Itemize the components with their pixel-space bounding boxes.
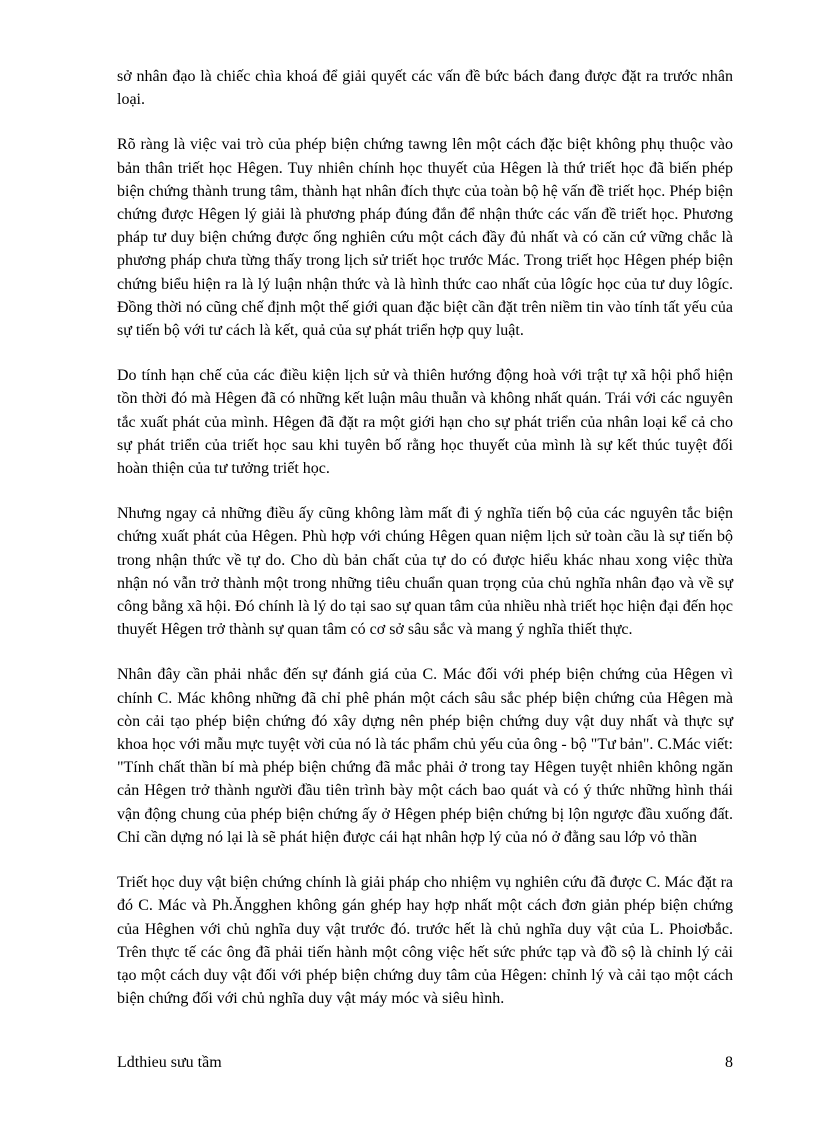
body-text	[117, 55, 733, 1032]
page-number: 8	[725, 1054, 733, 1071]
footer-credit: Ldthieu sưu tầm	[117, 1054, 222, 1071]
paragraph: Triết học duy vật biện chứng chính là giải pháp cho nhiệm vụ nghiên cứu đã được C. Mác đặt ra đó C. Mác và Ph.Ăngghen không gán ghép hay hợp nhất một cách đơn giản phép biện chứng của Hêghen với chủ nghĩa duy vật trước đó. trước hết là chủ nghĩa duy vật của L. Phoiơbắc. Trên thực tế các ông đã phải tiến hành một công việc hết sức phức tạp và đồ sộ là chỉnh lý cải tạo một cách duy vật đối với phép biện chứng duy tâm của Hêgen: chỉnh lý và cải tạo một cách biện chứng đối với chủ nghĩa duy vật máy móc và siêu hình.	[117, 874, 733, 1008]
page-footer	[117, 1054, 733, 1072]
paragraph: sở nhân đạo là chiếc chìa khoá để giải quyết các vấn đề bức bách đang được đặt ra trước nhân loại.	[117, 68, 733, 109]
paragraph: Rõ ràng là việc vai trò của phép biện chứng tawng lên một cách đặc biệt không phụ thuộc vào bản thân triết học Hêgen. Tuy nhiên chính học thuyết của Hêgen là thứ triết học đã biến phép biện chứng thành trung tâm, thành hạt nhân đích thực của toàn bộ hệ vấn đề triết học. Phép biện chứng được Hêgen lý giải là phương pháp đúng đắn để nhận thức các vấn đề triết học. Phương pháp tư duy biện chứng được ống nghiên cứu một cách đầy đủ nhất và có căn cứ vững chắc là phương pháp chưa từng thấy trong lịch sử triết học trước Mác. Trong triết học Hêgen phép biện chứng biểu hiện ra là lý luận nhận thức và là hình thức cao nhất của lôgíc học của tư duy lôgíc. Đồng thời nó cũng chế định một thế giới quan đặc biệt cần đặt trên niềm tin vào tính tất yếu của sự tiến bộ với tư cách là kết, quả của sự phát triển hợp quy luật.	[117, 136, 733, 340]
paragraph: Nhưng ngay cả những điều ấy cũng không làm mất đi ý nghĩa tiến bộ của các nguyên tắc biện chứng xuất phát của Hêgen. Phù hợp với chúng Hêgen quan niệm lịch sử toàn cầu là sự tiến bộ trong nhận thức về tự do. Cho dù bản chất của tự do có được hiểu khác nhau xong việc thừa nhận nó vẫn trở thành một trong những tiêu chuẩn quan trọng của chủ nghĩa nhân đạo và về sự công bằng xã hội. Đó chính là lý do tại sao sự quan tâm của nhiều nhà triết học hiện đại đến học thuyết Hêgen trở thành sự quan tâm có cơ sở sâu sắc và mang ý nghĩa thiết thực.	[117, 505, 733, 639]
paragraph: Do tính hạn chế của các điều kiện lịch sử và thiên hướng động hoà với trật tự xã hội phổ hiện tồn thời đó mà Hêgen đã có những kết luận mâu thuẫn và không nhất quán. Trái với các nguyên tắc xuất phát của mình. Hêgen đã đặt ra một giới hạn cho sự phát triển của nhân loại kể cả cho sự phát triển của triết học sau khi tuyên bố rằng học thuyết của mình là sự kết thúc tuyệt đối hoàn thiện của tư tưởng triết học.	[117, 367, 733, 478]
paragraph: Nhân đây cần phải nhắc đến sự đánh giá của C. Mác đối với phép biện chứng của Hêgen vì chính C. Mác không những đã chỉ phê phán một cách sâu sắc phép biện chứng của Hêgen mà còn cải tạo phép biện chứng đó xây dựng nên phép biện chứng duy vật duy nhất và thực sự khoa học với mẫu mực tuyệt vời của nó là tác phẩm chủ yếu của ông - bộ "Tư bản". C.Mác viết: "Tính chất thần bí mà phép biện chứng đã mắc phải ở trong tay Hêgen tuyệt nhiên không ngăn cản Hêgen trở thành người đầu tiên trình bày một cách bao quát và có ý thức những hình thái vận động chung của phép biện chứng ấy ở Hêgen phép biện chứng bị lộn ngược đầu xuống đất. Chỉ cần dựng nó lại là sẽ phát hiện được cái hạt nhân hợp lý của nó ở đằng sau lớp vỏ thần	[117, 666, 733, 846]
